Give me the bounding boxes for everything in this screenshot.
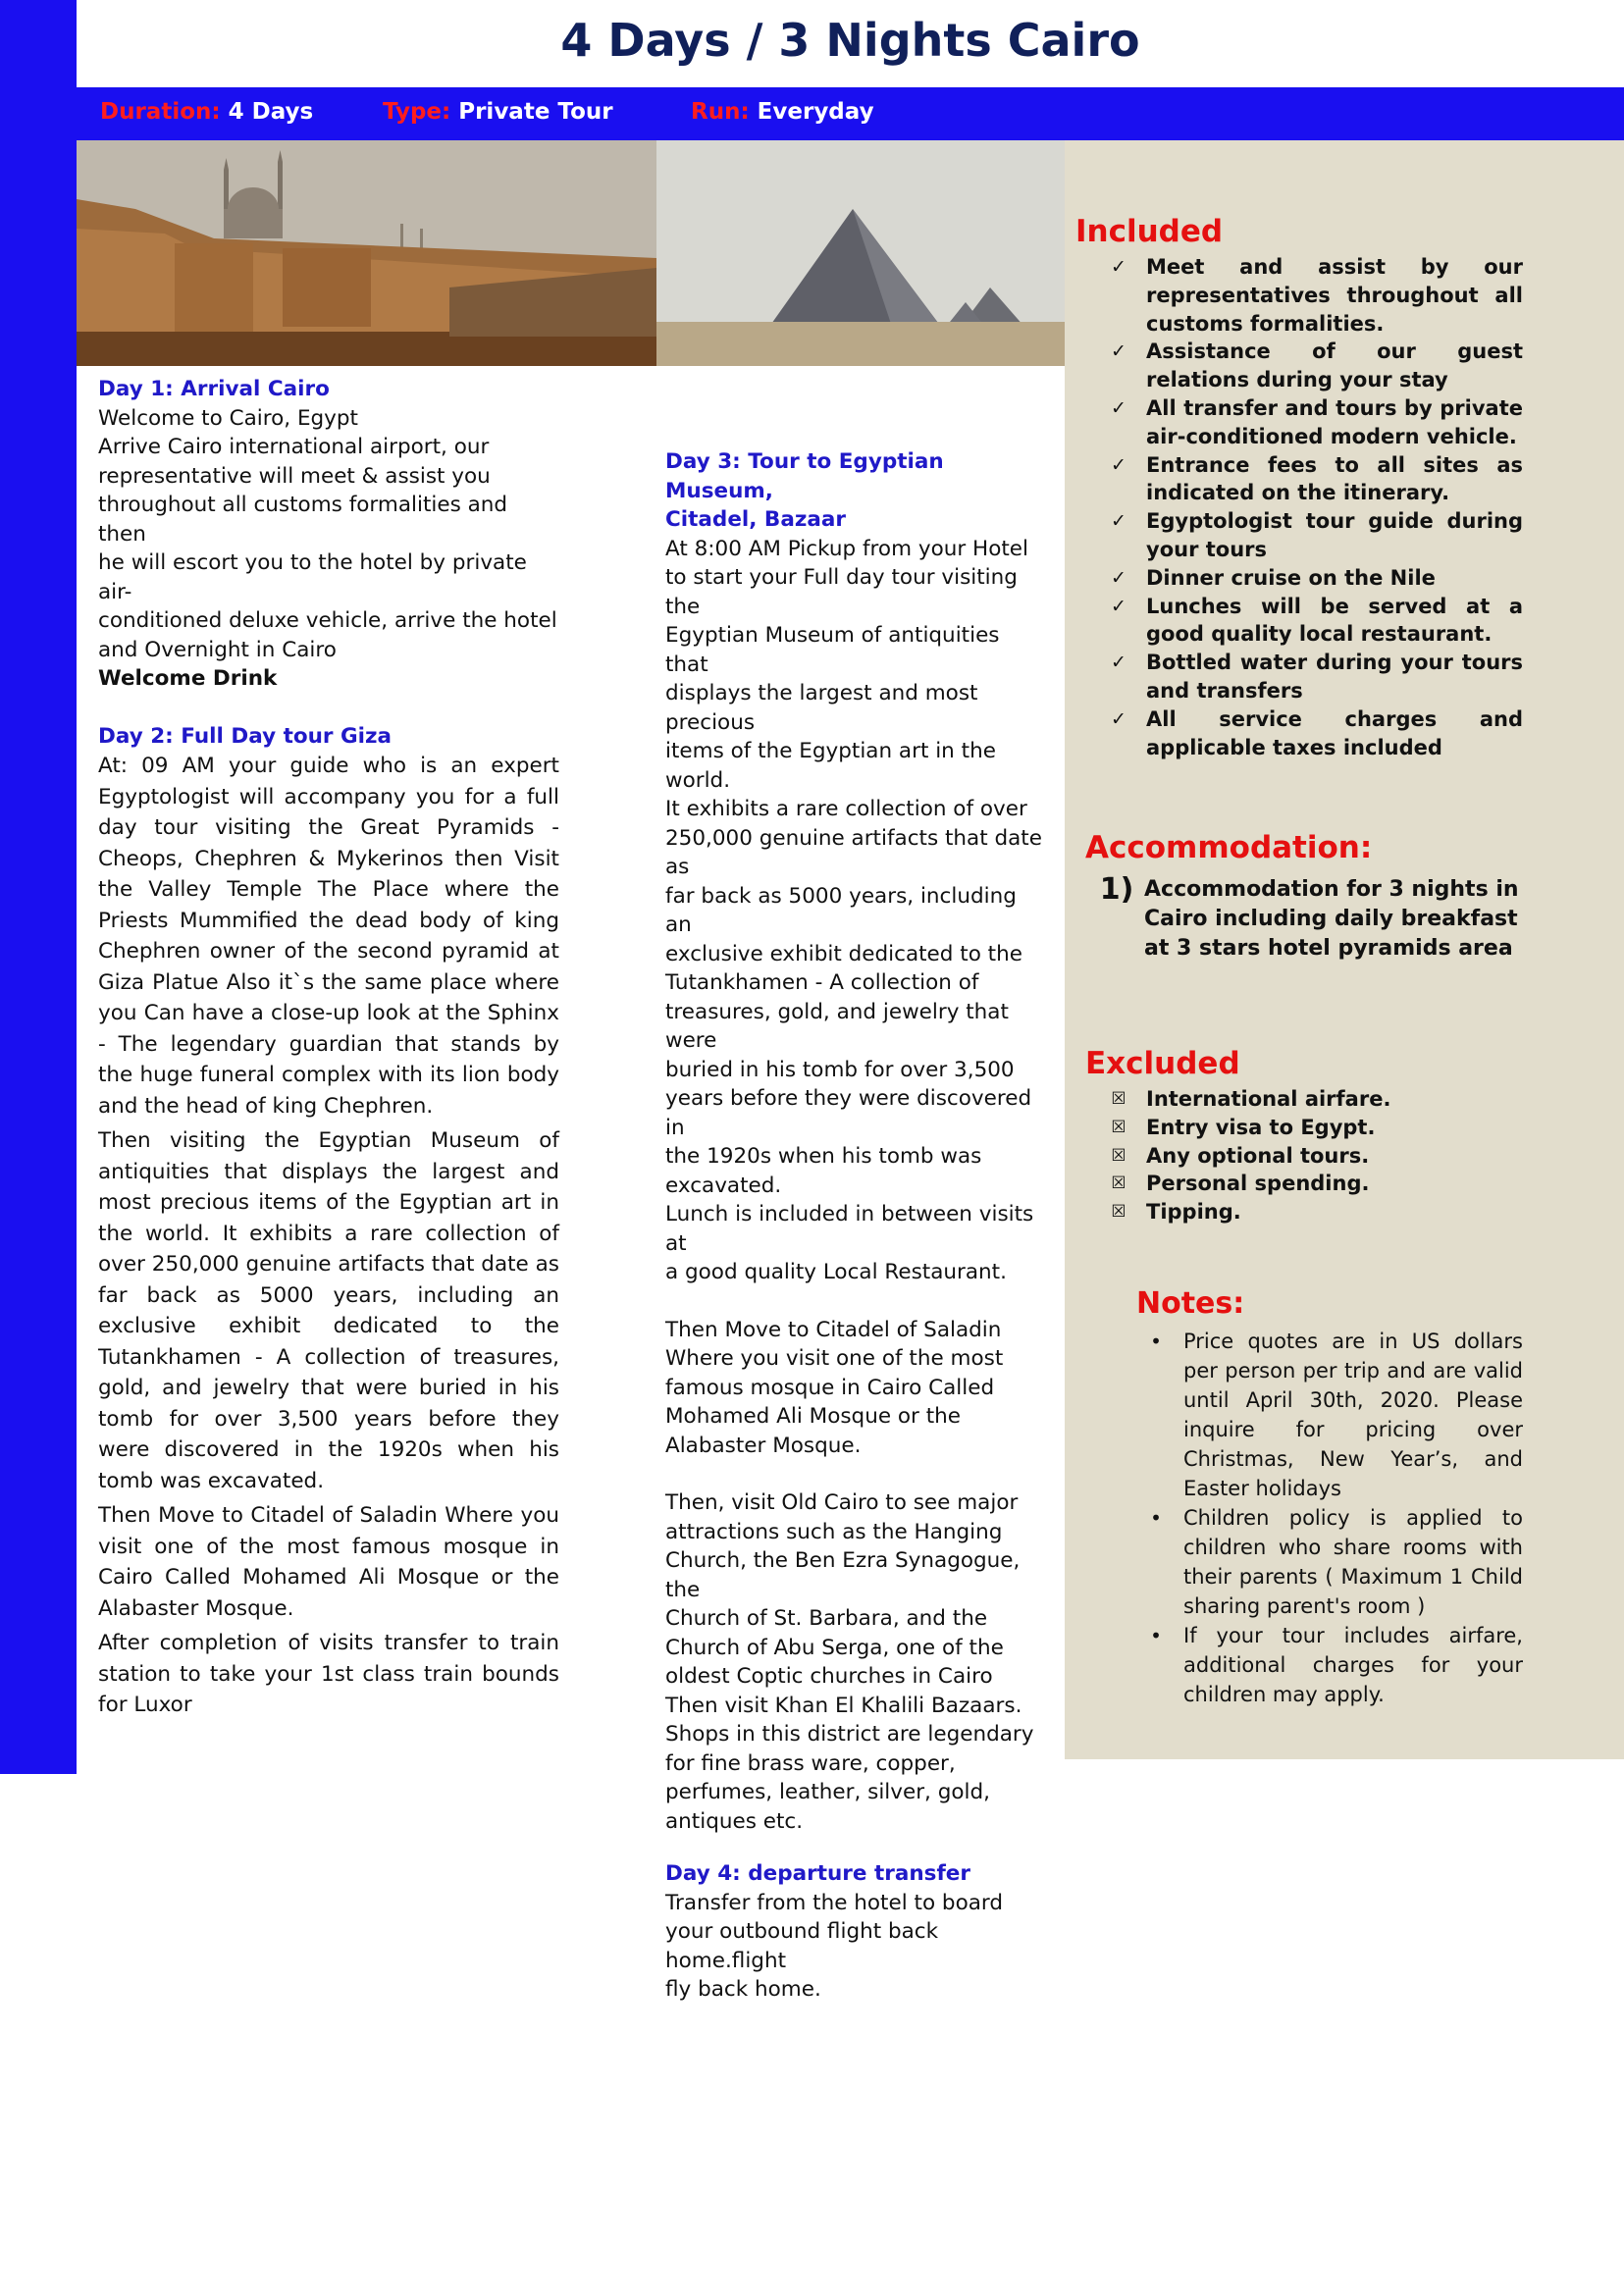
included-item-text: Lunches will be served at a good quality local restaurant. xyxy=(1146,594,1523,647)
excluded-item xyxy=(1099,1114,1523,1142)
checkmark-icon: ✓ xyxy=(1111,707,1126,730)
citadel-illustration xyxy=(77,140,656,366)
checkmark-icon: ✓ xyxy=(1111,595,1126,617)
day3-line: Then, visit Old Cairo to see major xyxy=(665,1490,1019,1515)
photo-giza-pyramids xyxy=(656,140,1065,366)
day3-line: Mohamed Ali Mosque or the xyxy=(665,1404,961,1429)
excluded-item-text: Tipping. xyxy=(1146,1200,1241,1225)
day3-line: displays the largest and most precious xyxy=(665,681,978,735)
day3-line: exclusive exhibit dedicated to the xyxy=(665,941,1022,966)
excluded-item-text: Entry visa to Egypt. xyxy=(1146,1115,1376,1139)
included-item-text: Egyptologist tour guide during your tours xyxy=(1146,509,1523,561)
run-info xyxy=(691,99,874,125)
included-item xyxy=(1099,338,1523,394)
checkmark-icon: ✓ xyxy=(1111,652,1126,674)
day4-line: Transfer from the hotel to board xyxy=(665,1890,1004,1915)
pyramids-illustration xyxy=(656,140,1065,366)
day3-heading-line: Citadel, Bazaar xyxy=(665,507,846,532)
day3-block-c xyxy=(665,1488,1045,1836)
day3-line: Church, the Ben Ezra Synagogue, the xyxy=(665,1548,1021,1602)
note-item xyxy=(1136,1503,1523,1621)
checkmark-icon: ✓ xyxy=(1111,566,1126,589)
day4-heading: Day 4: departure transfer xyxy=(665,1861,970,1886)
run-value: Everyday xyxy=(757,99,874,125)
type-label: Type: xyxy=(383,99,451,125)
day3-line: Lunch is included in between visits at xyxy=(665,1202,1034,1256)
included-item xyxy=(1099,593,1523,650)
included-item xyxy=(1099,705,1523,762)
day2-paragraph: At: 09 AM your guide who is an expert Egyptologist will accompany you for a full day tour visiting the Great Pyramids - Cheops, Chephren & Mykerinos then Visit the Valley Temple The Place where the Priests Mummified the dead body of king Chephren owner of the second pyramid at Giza Platue Also it`s the same place where you Can have a close-up look at the Sphinx - The legendary guardian that stands by the huge funeral complex with its lion body and the head of king Chephren. xyxy=(98,754,559,1119)
day4-block xyxy=(665,1889,1045,2005)
day3-line: oldest Coptic churches in Cairo xyxy=(665,1664,993,1689)
excluded-item-text: Any optional tours. xyxy=(1146,1143,1370,1168)
left-accent-bar xyxy=(0,0,77,1774)
tour-info-bar xyxy=(77,87,1624,140)
day3-line: for fine brass ware, copper, xyxy=(665,1750,956,1776)
day4-line: your outbound flight back home.flight xyxy=(665,1919,939,1973)
bullet-icon: • xyxy=(1150,1330,1162,1353)
excluded-item xyxy=(1099,1170,1523,1198)
checkmark-icon: ✓ xyxy=(1111,453,1126,476)
day1-line: throughout all customs formalities and then xyxy=(98,493,508,547)
excluded-item-text: Personal spending. xyxy=(1146,1172,1370,1196)
day3-line: famous mosque in Cairo Called xyxy=(665,1375,995,1400)
checkbox-x-icon: ☒ xyxy=(1111,1117,1126,1137)
day3-line: Church of St. Barbara, and the xyxy=(665,1606,988,1631)
itinerary-column-middle xyxy=(665,447,1045,2005)
day1-line: and Overnight in Cairo xyxy=(98,637,337,662)
checkbox-x-icon: ☒ xyxy=(1111,1202,1126,1223)
checkbox-x-icon: ☒ xyxy=(1111,1174,1126,1194)
excluded-item xyxy=(1099,1142,1523,1171)
note-item-text: If your tour includes airfare, additional charges for your children may apply. xyxy=(1183,1624,1523,1706)
day1-line: Arrive Cairo international airport, our xyxy=(98,435,490,459)
day3-line: Egyptian Museum of antiquities that xyxy=(665,623,1000,677)
included-item-text: Dinner cruise on the Nile xyxy=(1146,565,1436,590)
day1-line: conditioned deluxe vehicle, arrive the hotel xyxy=(98,608,557,633)
day3-line: a good quality Local Restaurant. xyxy=(665,1260,1007,1284)
day1-line: representative will meet & assist you xyxy=(98,463,491,489)
checkbox-x-icon: ☒ xyxy=(1111,1145,1126,1166)
included-item-text: Entrance fees to all sites as indicated on the itinerary. xyxy=(1146,452,1523,505)
day3-line: 250,000 genuine artifacts that date as xyxy=(665,825,1042,879)
accommodation-list xyxy=(1097,872,1523,964)
day3-line: Church of Abu Serga, one of the xyxy=(665,1635,1004,1660)
day4-line: fly back home. xyxy=(665,1977,821,2002)
day3-line: attractions such as the Hanging xyxy=(665,1519,1003,1544)
day2-paragraph: Then visiting the Egyptian Museum of antiquities that displays the largest and most precious items of the Egyptian art in the world. It exhibits a rare collection of over 250,000 genuine artifacts that date as far back as 5000 years, including an exclusive exhibit dedicated to the Tutankhamen - A collection of treasures, gold, and jewelry that were buried in his tomb for over 3,500 years before they were discovered in the 1920s when his tomb was excavated. xyxy=(98,1128,559,1493)
included-item xyxy=(1099,394,1523,451)
day3-line: Then visit Khan El Khalili Bazaars. xyxy=(665,1693,1022,1718)
day2-paragraph: After completion of visits transfer to train station to take your 1st class train bounds for Luxor xyxy=(98,1631,559,1717)
accommodation-item xyxy=(1097,872,1523,964)
checkmark-icon: ✓ xyxy=(1111,340,1126,363)
note-item xyxy=(1136,1327,1523,1503)
checkbox-x-icon: ☒ xyxy=(1111,1089,1126,1109)
included-item-text: Assistance of our guest relations during your stay xyxy=(1146,339,1523,392)
excluded-title: Excluded xyxy=(1085,1046,1240,1081)
itinerary-column-left xyxy=(98,375,559,1725)
day3-line: antiques etc. xyxy=(665,1808,804,1834)
included-item xyxy=(1099,649,1523,705)
type-value: Private Tour xyxy=(458,99,613,125)
day3-line: Then Move to Citadel of Saladin xyxy=(665,1317,1002,1342)
day3-line: far back as 5000 years, including an xyxy=(665,883,1017,937)
notes-list xyxy=(1136,1327,1523,1709)
included-item xyxy=(1099,253,1523,338)
note-item xyxy=(1136,1621,1523,1709)
checkmark-icon: ✓ xyxy=(1111,510,1126,533)
day3-line: Alabaster Mosque. xyxy=(665,1433,862,1458)
checkmark-icon: ✓ xyxy=(1111,256,1126,278)
included-title: Included xyxy=(1075,214,1224,249)
note-item-text: Children policy is applied to children who share rooms with their parents ( Maximum 1 Child sharing parent's room ) xyxy=(1183,1506,1523,1618)
included-item xyxy=(1099,507,1523,564)
day3-line: Where you visit one of the most xyxy=(665,1346,1004,1371)
day3-line: buried in his tomb for over 3,500 xyxy=(665,1057,1015,1082)
day3-line: items of the Egyptian art in the world. xyxy=(665,739,996,793)
type-info xyxy=(383,99,613,125)
duration-info xyxy=(100,99,313,125)
accommodation-title: Accommodation: xyxy=(1085,830,1373,865)
included-item-text: Meet and assist by our representatives throughout all customs formalities. xyxy=(1146,255,1523,336)
day3-line: treasures, gold, and jewelry that were xyxy=(665,999,1009,1053)
day3-heading-line: Day 3: Tour to Egyptian Museum, xyxy=(665,449,944,503)
day3-line: perfumes, leather, silver, gold, xyxy=(665,1780,990,1804)
included-item xyxy=(1099,451,1523,508)
day3-line: excavated. xyxy=(665,1173,782,1198)
welcome-drink: Welcome Drink xyxy=(98,666,278,691)
included-item-text: All transfer and tours by private air-conditioned modern vehicle. xyxy=(1146,395,1523,448)
day3-line: It exhibits a rare collection of over xyxy=(665,797,1027,821)
duration-value: 4 Days xyxy=(228,99,314,125)
day3-block-b xyxy=(665,1316,1045,1461)
day3-line: Tutankhamen - A collection of xyxy=(665,970,979,995)
included-item-text: Bottled water during your tours and transfers xyxy=(1146,651,1523,703)
bullet-icon: • xyxy=(1150,1506,1162,1530)
accommodation-text: Accommodation for 3 nights in Cairo including daily breakfast at 3 stars hotel pyramids area xyxy=(1144,877,1519,961)
day3-block-a xyxy=(665,535,1045,1287)
day3-line: At 8:00 AM Pickup from your Hotel xyxy=(665,536,1028,561)
day1-line: Welcome to Cairo, Egypt xyxy=(98,405,358,431)
included-item xyxy=(1099,564,1523,593)
day2-heading: Day 2: Full Day tour Giza xyxy=(98,723,393,749)
day3-heading xyxy=(665,447,1045,535)
duration-label: Duration: xyxy=(100,99,221,125)
note-item-text: Price quotes are in US dollars per person per trip and are valid until April 30th, 2020. Please inquire for pricing over Christmas, New Year’s, and Easter holidays xyxy=(1183,1330,1523,1500)
checkmark-icon: ✓ xyxy=(1111,396,1126,419)
day1-heading: Day 1: Arrival Cairo xyxy=(98,377,330,401)
photo-cairo-citadel xyxy=(77,140,656,366)
notes-title: Notes: xyxy=(1136,1286,1245,1321)
included-list xyxy=(1099,253,1523,761)
day3-line: to start your Full day tour visiting the xyxy=(665,565,1018,619)
day3-line: years before they were discovered in xyxy=(665,1086,1032,1140)
day2-paragraph: Then Move to Citadel of Saladin Where you visit one of the most famous mosque in Cairo Called Mohamed Ali Mosque or the Alabaster Mosque. xyxy=(98,1503,559,1621)
excluded-item-text: International airfare. xyxy=(1146,1087,1391,1111)
run-label: Run: xyxy=(691,99,750,125)
excluded-list xyxy=(1099,1085,1523,1226)
bullet-icon: • xyxy=(1150,1624,1162,1647)
day3-line: Shops in this district are legendary xyxy=(665,1722,1034,1747)
included-item-text: All service charges and applicable taxes included xyxy=(1146,706,1523,759)
day1-line: he will escort you to the hotel by private air- xyxy=(98,550,527,604)
page-title: 4 Days / 3 Nights Cairo xyxy=(560,14,1140,67)
accommodation-number: 1) xyxy=(1099,872,1134,907)
excluded-item xyxy=(1099,1198,1523,1226)
day3-line: the 1920s when his tomb was xyxy=(665,1144,982,1169)
excluded-item xyxy=(1099,1085,1523,1114)
